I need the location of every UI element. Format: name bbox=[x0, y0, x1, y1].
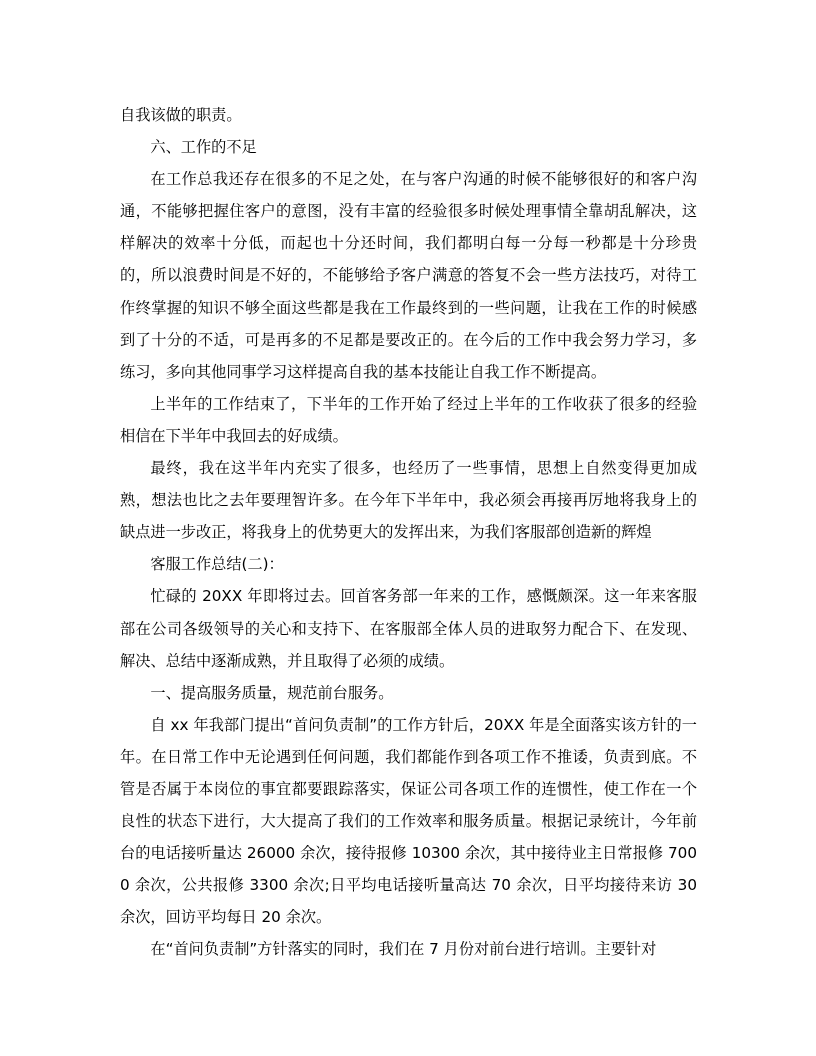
paragraph-intro: 忙碌的 20XX 年即将过去。回首客务部一年来的工作，感慨颇深。这一年来客服部在公司各级领导的关心和支持下、在客服部全体人员的进取努力配合下、在发现、解决、总结中逐渐成熟，并且取得了必须的成绩。 bbox=[120, 587, 697, 670]
paragraph-conclusion: 最终，我在这半年内充实了很多，也经历了一些事情，思想上自然变得更加成熟，想法也比之去年要理智许多。在今年下半年中，我必须会再接再厉地将我身上的缺点进一步改正，将我身上的优势更大的发挥出来，为我们客服部创造新的辉煌 bbox=[120, 459, 697, 542]
section-heading-shortcomings: 六、工作的不足 bbox=[150, 138, 257, 157]
paragraph-service-stats: 自 xx 年我部门提出“首问负责制”的工作方针后，20XX 年是全面落实该方针的一年。在日常工作中无论遇到任何问题，我们都能作到各项工作不推诿，负责到底。不管是否属于本岗位的事宜都要跟踪落实，保证公司各项工作的连惯性，使工作在一个良性的状态下进行，大大提高了我们的工作效率和服务质量。根据记录统计，今年前台的电话接听量达 26000 余次，接待报修 10300 余次，其中接待业主日常报修 7000 余次，公共报修 3300 余次;日平均电话接听量高达 70 余次，日平均接待来访 30 余次，回访平均每日 20 余次。 bbox=[120, 715, 697, 927]
paragraph-closing-duty: 自我该做的职责。 bbox=[120, 106, 242, 124]
document-subtitle: 客服工作总结(二)： bbox=[150, 555, 284, 574]
section-heading-service-quality: 一、提高服务质量，规范前台服务。 bbox=[150, 683, 394, 702]
document-body bbox=[120, 99, 697, 966]
paragraph-half-year-end: 上半年的工作结束了，下半年的工作开始了经过上半年的工作收获了很多的经验相信在下半年中我回去的好成绩。 bbox=[120, 394, 697, 445]
paragraph-training: 在“首问负责制”方针落实的同时，我们在 7 月份对前台进行培训。主要针对 bbox=[150, 940, 657, 959]
paragraph-shortcomings: 在工作总我还存在很多的不足之处，在与客户沟通的时候不能够很好的和客户沟通，不能够把握住客户的意图，没有丰富的经验很多时候处理事情全靠胡乱解决，这样解决的效率十分低，而起也十分还时间，我们都明白每一分每一秒都是十分珍贵的，所以浪费时间是不好的，不能够给予客户满意的答复不会一些方法技巧，对待工作终掌握的知识不够全面这些都是我在工作最终到的一些问题，让我在工作的时候感到了十分的不适，可是再多的不足都是要改正的。在今后的工作中我会努力学习，多练习，多向其他同事学习这样提高自我的基本技能让自我工作不断提高。 bbox=[120, 170, 697, 381]
